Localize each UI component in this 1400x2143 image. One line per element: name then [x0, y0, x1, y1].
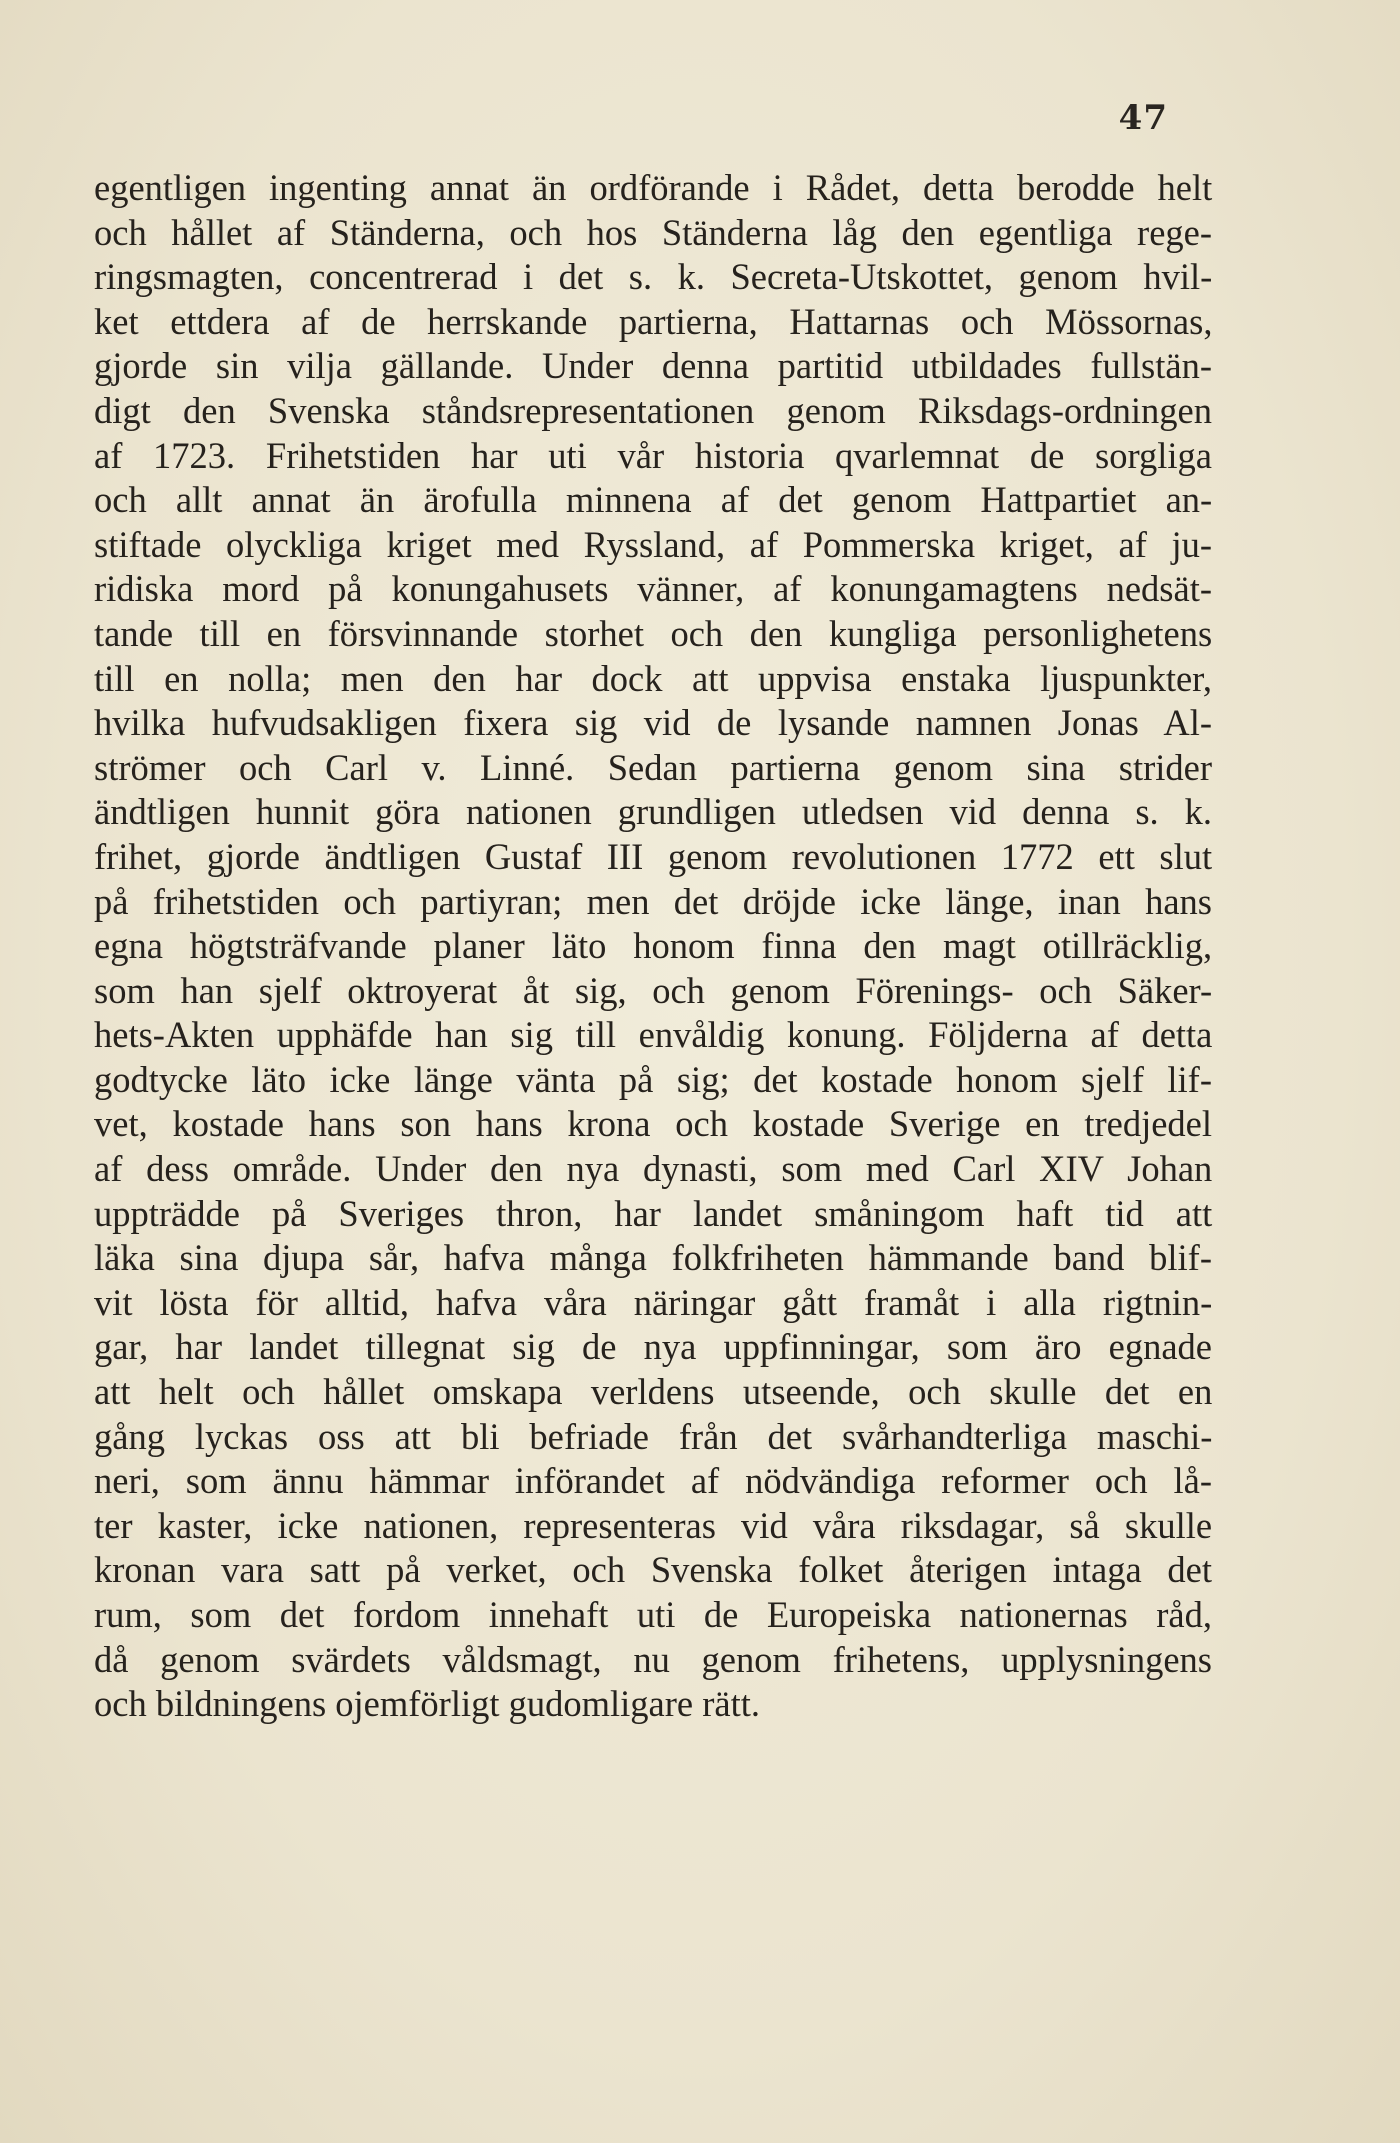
- text-line: frihet, gjorde ändtligen Gustaf III genom revolutionen 1772 ett slut: [94, 835, 1213, 877]
- text-line: läka sina djupa sår, hafva många folkfriheten hämmande band blif-: [94, 1237, 1212, 1279]
- text-line: kronan vara satt på verket, och Svenska folket återigen intaga det: [94, 1549, 1212, 1591]
- text-line: ringsmagten, concentrerad i det s. k. Secreta-Utskottet, genom hvil-: [94, 256, 1213, 298]
- text-line: egna högtsträfvande planer läto honom finna den magt otillräcklig,: [94, 925, 1213, 967]
- text-line: rum, som det fordom innehaft uti de Europeiska nationernas råd,: [94, 1594, 1212, 1635]
- text-line: uppträdde på Sveriges thron, har landet småningom haft tid att: [94, 1192, 1213, 1234]
- text-line: ändtligen hunnit göra nationen grundligen utledsen vid denna s. k.: [94, 791, 1213, 833]
- page-number: 47: [1118, 98, 1168, 138]
- text-line: egentligen ingenting annat än ordförande i Rådet, detta berodde helt: [94, 167, 1213, 208]
- text-line: af 1723. Frihetstiden har uti vår historia qvarlemnat de sorgliga: [94, 434, 1212, 476]
- text-line: till en nolla; men den har dock att uppvisa enstaka ljuspunkter,: [94, 657, 1212, 699]
- text-line: hvilka hufvudsakligen fixera sig vid de lysande namnen Jonas Al-: [94, 702, 1212, 744]
- text-line: neri, som ännu hämmar införandet af nödvändiga reformer och lå-: [94, 1460, 1212, 1502]
- text-line: som han sjelf oktroyerat åt sig, och genom Förenings- och Säker-: [94, 969, 1213, 1011]
- text-line: af dess område. Under den nya dynasti, som med Carl XIV Johan: [94, 1148, 1213, 1190]
- text-line: tande till en försvinnande storhet och den kungliga personlighetens: [94, 612, 1213, 654]
- text-line: och allt annat än ärofulla minnena af det genom Hattpartiet an-: [94, 479, 1213, 521]
- text-line: gjorde sin vilja gällande. Under denna partitid utbildades fullstän-: [94, 345, 1212, 387]
- text-line: stiftade olyckliga kriget med Ryssland, af Pommerska kriget, af ju-: [94, 523, 1212, 565]
- text-line: vit lösta för alltid, hafva våra näringar gått framåt i alla rigtnin-: [94, 1281, 1213, 1323]
- text-line: och hållet af Ständerna, och hos Ständerna låg den egentliga rege-: [94, 211, 1212, 253]
- text-line: ter kaster, icke nationen, representeras vid våra riksdagar, så skulle: [94, 1504, 1213, 1546]
- text-line: vet, kostade hans son hans krona och kostade Sverige en tredjedel: [94, 1103, 1212, 1145]
- text-line: digt den Svenska ståndsrepresentationen genom Riksdags-ordningen: [94, 389, 1212, 431]
- text-line: gar, har landet tillegnat sig de nya uppfinningar, som äro egnade: [94, 1326, 1212, 1368]
- text-line: godtycke läto icke länge vänta på sig; det kostade honom sjelf lif-: [94, 1058, 1212, 1100]
- text-line: strömer och Carl v. Linné. Sedan partierna genom sina strider: [94, 746, 1212, 788]
- text-line: och bildningens ojemförligt gudomligare rätt.: [94, 1683, 760, 1725]
- text-line: ridiska mord på konungahusets vänner, af konungamagtens nedsät-: [94, 568, 1212, 610]
- text-line: på frihetstiden och partiyran; men det dröjde icke länge, inan hans: [94, 880, 1212, 922]
- text-line: ket ettdera af de herrskande partierna, Hattarnas och Mössornas,: [94, 300, 1213, 342]
- text-line: att helt och hållet omskapa verldens utseende, och skulle det en: [94, 1371, 1213, 1413]
- text-line: då genom svärdets våldsmagt, nu genom frihetens, upplysningens: [94, 1638, 1212, 1680]
- text-line: hets-Akten upphäfde han sig till envåldig konung. Följderna af detta: [94, 1014, 1213, 1056]
- body-text: [94, 166, 1212, 1727]
- text-line: gång lyckas oss att bli befriade från det svårhandterliga maschi-: [94, 1415, 1213, 1457]
